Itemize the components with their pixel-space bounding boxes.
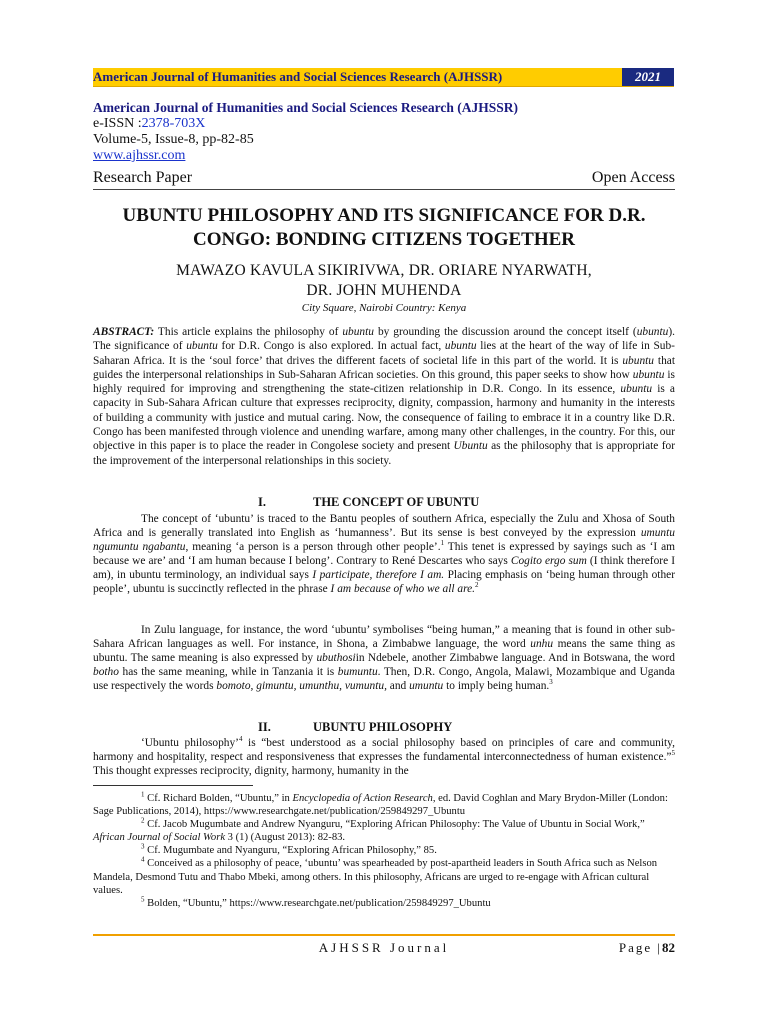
- eissn: e-ISSN :2378-703X: [93, 116, 206, 131]
- section2-paragraph-1: ‘Ubuntu philosophy’$^4$ is “best understood as a social philosophy based on principles of care and community, harmony and hospitality, respect and responsiveness that expresses the fundamental interconnectedness of human existence.”$^5$ This thought expresses reciprocity, dignity, harmony, humanity in the: [93, 735, 675, 778]
- footnote-ref-4: 4: [238, 735, 243, 744]
- abstract-label: ABSTRACT:: [93, 326, 155, 338]
- footnote-2: $^2$ Cf. Jacob Mugumbate and Andrew Nyanguru, “Exploring African Philosophy: The Value of Ubuntu in Social Work,” African Journal of Social Work 3 (1) (August 2013): 82-83.: [93, 816, 645, 844]
- footnote-ref-5: 5: [671, 749, 675, 758]
- journal-name: American Journal of Humanities and Social Sciences Research (AJHSSR): [93, 100, 518, 115]
- section1-paragraph-2: In Zulu language, for instance, the word ‘ubuntu’ symbolises “being human,” a meaning that is found in other sub-Sahara African languages as well. For instance, in Shona, a Zimbabwe language, the word unhu means the same thing as ubuntu. The same meaning is also expressed by ubuthosiin Ndebele, another Zimbabwe language. And in Botswana, the word botho has the same meaning, while in Tanzania it is bumuntu. Then, D.R. Congo, Angola, Malawi, Mozambique and Uganda use respectively the words bomoto, gimuntu, umunthu, vumuntu, and umuntu to imply being human.$^3$: [93, 624, 676, 693]
- footer-journal: AJHSSR Journal: [318, 940, 450, 955]
- page-number: Page |82: [618, 940, 675, 955]
- running-header: [93, 68, 674, 87]
- footnote-4: $^4$ Conceived as a philosophy of peace, ‘ubuntu’ was spearheaded by post-apartheid leaders in South Africa such as Nelson Mandela, Desmond Tutu and Thabo Mbeki, among others. In this philosophy, Africans are urged to re-engage with African cultural values.: [93, 855, 658, 896]
- abstract: ABSTRACT: This article explains the philosophy of ubuntu by grounding the discussion around the concept itself (ubuntu). The significance of ubuntu for D.R. Congo is also explored. In actual fact, ubuntu lies at the heart of the way of life in Sub-Saharan Africa. It is the ‘soul force’ that drives the different facets of societal life in this part of the world. It is ubuntu that guides the interpersonal relationships in Sub-Saharan African societies. On this ground, this paper seeks to show how ubuntu is highly required for improving and strengthening the state-citizen relationship in D.R. Congo. In its essence, ubuntu is a capacity in Sub-Sahara African culture that expresses reciprocity, dignity, compassion, harmony and humanity in the interests of building a community with justice and mutual caring. Now, the consequence of failing to embrace it in a country like D.R. Congo has been manifested through violence and unending warfare, among many other challenges, in the country. For this, our objective in this paper is to place the reader in Congolese society and present Ubuntu as the philosophy that is appropriate for the improvement of the interpersonal relationships in this society.: [93, 326, 675, 467]
- author-list: MAWAZO KAVULA SIKIRIVWA, DR. ORIARE NYARWATH, DR. JOHN MUHENDA: [176, 262, 592, 299]
- footnote-ref-2: 2: [475, 581, 479, 590]
- affiliation: City Square, Nairobi Country: Kenya: [301, 302, 467, 314]
- footnote-ref-3: 3: [549, 678, 553, 687]
- eissn-number: 2378-703X: [141, 116, 206, 131]
- footnote-separator: [93, 785, 253, 786]
- website-link[interactable]: www.ajhssr.com: [93, 148, 186, 163]
- footnote-3: $^3$ Cf. Mugumbate and Nyanguru, “Exploring African Philosophy,” 85.: [141, 842, 437, 857]
- footnote-ref-1: 1: [440, 539, 445, 548]
- section1-paragraph-1: The concept of ‘ubuntu’ is traced to the Bantu peoples of southern Africa, especially the Zulu and Xhosa of South Africa and is generally translated into English as ‘humanness’. But its sense is best conveyed by the expression umuntu ngumuntu ngabantu, meaning ‘a person is a person through other people’.$^1$ This tenet is expressed by sayings such as ‘I am because we are’ and ‘I am human because I belong’. Contrary to René Descartes who says Cogito ergo sum (I think therefore I am), in ubuntu terminology, an individual says I participate, therefore I am. Placing emphasis on ‘being human through other people’, ubuntu is succinctly reflected in the phrase I am because of who we all are.$^2$: [93, 513, 676, 596]
- paper-type: Research Paper: [93, 169, 193, 186]
- header-year: 2021: [622, 68, 674, 86]
- footnote-1: $^1$ Cf. Richard Bolden, “Ubuntu,” in Encyclopedia of Action Research, ed. David Coghlan and Mary Brydon-Miller (London: Sage Publications, 2014), https://www.researchgate.net/publication/259849297_Ubuntu: [93, 790, 668, 818]
- footnotes: [93, 792, 675, 910]
- page-footer: [93, 934, 675, 958]
- footnote-5: $^5$ Bolden, “Ubuntu,” https://www.researchgate.net/publication/259849297_Ubuntu: [141, 895, 491, 909]
- paper-page: American Journal of Humanities and Social Sciences Research (AJHSSR) 2021 American Journal of Humanities and Social Sciences Research (AJHSSR) e-ISSN :2378-703X Volume-5, Issue-8, pp-82-85 www.ajhssr.com Research Paper Open Access UBUNTU PHILOSOPHY AND ITS SIGNIFICANCE FOR D.R. CONGO: BONDING CITIZENS TOGETHER MAWAZO KAVULA SIKIRIVWA, DR. ORIARE NYARWATH, DR. JOHN MUHENDA City Square, Nairobi Country: Kenya ABSTRACT: This article explains the philosophy of ubuntu by grounding the discussion around the concept itself (ubuntu). The significance of ubuntu for D.R. Congo is also explored. In actual fact, ubuntu lies at the heart of the way of life in Sub-Saharan Africa. It is the ‘soul force’ that drives the different facets of societal life in this part of the world. It is ubuntu that guides the interpersonal relationships in Sub-Saharan African societies. On this ground, this paper seeks to show how ubuntu is highly required for improving and strengthening the state-citizen relationship in D.R. Congo. In its essence, ubuntu is a capacity in Sub-Sahara African culture that expresses reciprocity, dignity, compassion, harmony and humanity in the interests of building a community with justice and mutual caring. Now, the consequence of failing to embrace it in a country like D.R. Congo has been manifested through violence and unending warfare, among many other challenges, in the country. For this, our objective in this paper is to place the reader in Congolese society and present Ubuntu as the philosophy that is appropriate for the improvement of the interpersonal relationships in this society. I. THE CONCEPT OF UBUNTU The concept of ‘ubuntu’ is traced to the Bantu peoples of southern Africa, especially the Zulu and Xhosa of South Africa and is generally translated into English as ‘humanness’. But its sense is best conveyed by the expression umuntu ngumuntu ngabantu, meaning ‘a person is a person through other people’.$^1$ This tenet is expressed by sayings such as ‘I am because we are’ and ‘I am human because I belong’. Contrary to René Descartes who says Cogito ergo sum (I think therefore I am), in ubuntu terminology, an individual says I participate, therefore I am. Placing emphasis on ‘being human through other people’, ubuntu is succinctly reflected in the phrase I am because of who we all are.$^2$ In Zulu language, for instance, the word ‘ubuntu’ symbolises “being human,” a meaning that is found in other sub-Sahara African languages as well. For instance, in Shona, a Zimbabwe language, the word unhu means the same thing as ubuntu. The same meaning is also expressed by ubuthosiin Ndebele, another Zimbabwe language. And in Botswana, the word botho has the same meaning, while in Tanzania it is bumuntu. Then, D.R. Congo, Angola, Malawi, Mozambique and Uganda use respectively the words bomoto, gimuntu, umunthu, vumuntu, and umuntu to imply being human.$^3$ II. UBUNTU PHILOSOPHY ‘Ubuntu philosophy’$^4$ is “best understood as a social philosophy based on principles of care and community, harmony and hospitality, respect and responsiveness that expresses the fundamental interconnectedness of human existence.”$^5$ This thought expresses reciprocity, dignity, harmony, humanity in the $^1$ Cf. Richard Bolden, “Ubuntu,” in Encyclopedia of Action Research, ed. David Coghlan and Mary Brydon-Miller (London: Sage Publications, 2014), https://www.researchgate.net/publication/259849297_Ubuntu $^2$ Cf. Jacob Mugumbate and Andrew Nyanguru, “Exploring African Philosophy: The Value of Ubuntu in Social Work,” African Journal of Social Work 3 (1) (August 2013): 82-83. $^3$ Cf. Mugumbate and Nyanguru, “Exploring African Philosophy,” 85. $^4$ Conceived as a philosophy of peace, ‘ubuntu’ was spearheaded by post-apartheid leaders in South Africa such as Nelson Mandela, Desmond Tutu and Thabo Mbeki, among others. In this philosophy, Africans are urged to re-engage with African cultural values. $^5$ Bolden, “Ubuntu,” https://www.researchgate.net/publication/259849297_Ubuntu AJHSSR Journal Page |82: [0, 0, 768, 1024]
- header-journal-name: American Journal of Humanities and Social Sciences Research (AJHSSR): [93, 69, 503, 84]
- volume-info: Volume-5, Issue-8, pp-82-85: [93, 132, 254, 147]
- paper-title: UBUNTU PHILOSOPHY AND ITS SIGNIFICANCE FOR D.R. CONGO: BONDING CITIZENS TOGETHER: [122, 205, 646, 250]
- article-meta: [93, 100, 675, 164]
- paper-type-bar: [93, 167, 675, 190]
- access-type: Open Access: [591, 169, 675, 186]
